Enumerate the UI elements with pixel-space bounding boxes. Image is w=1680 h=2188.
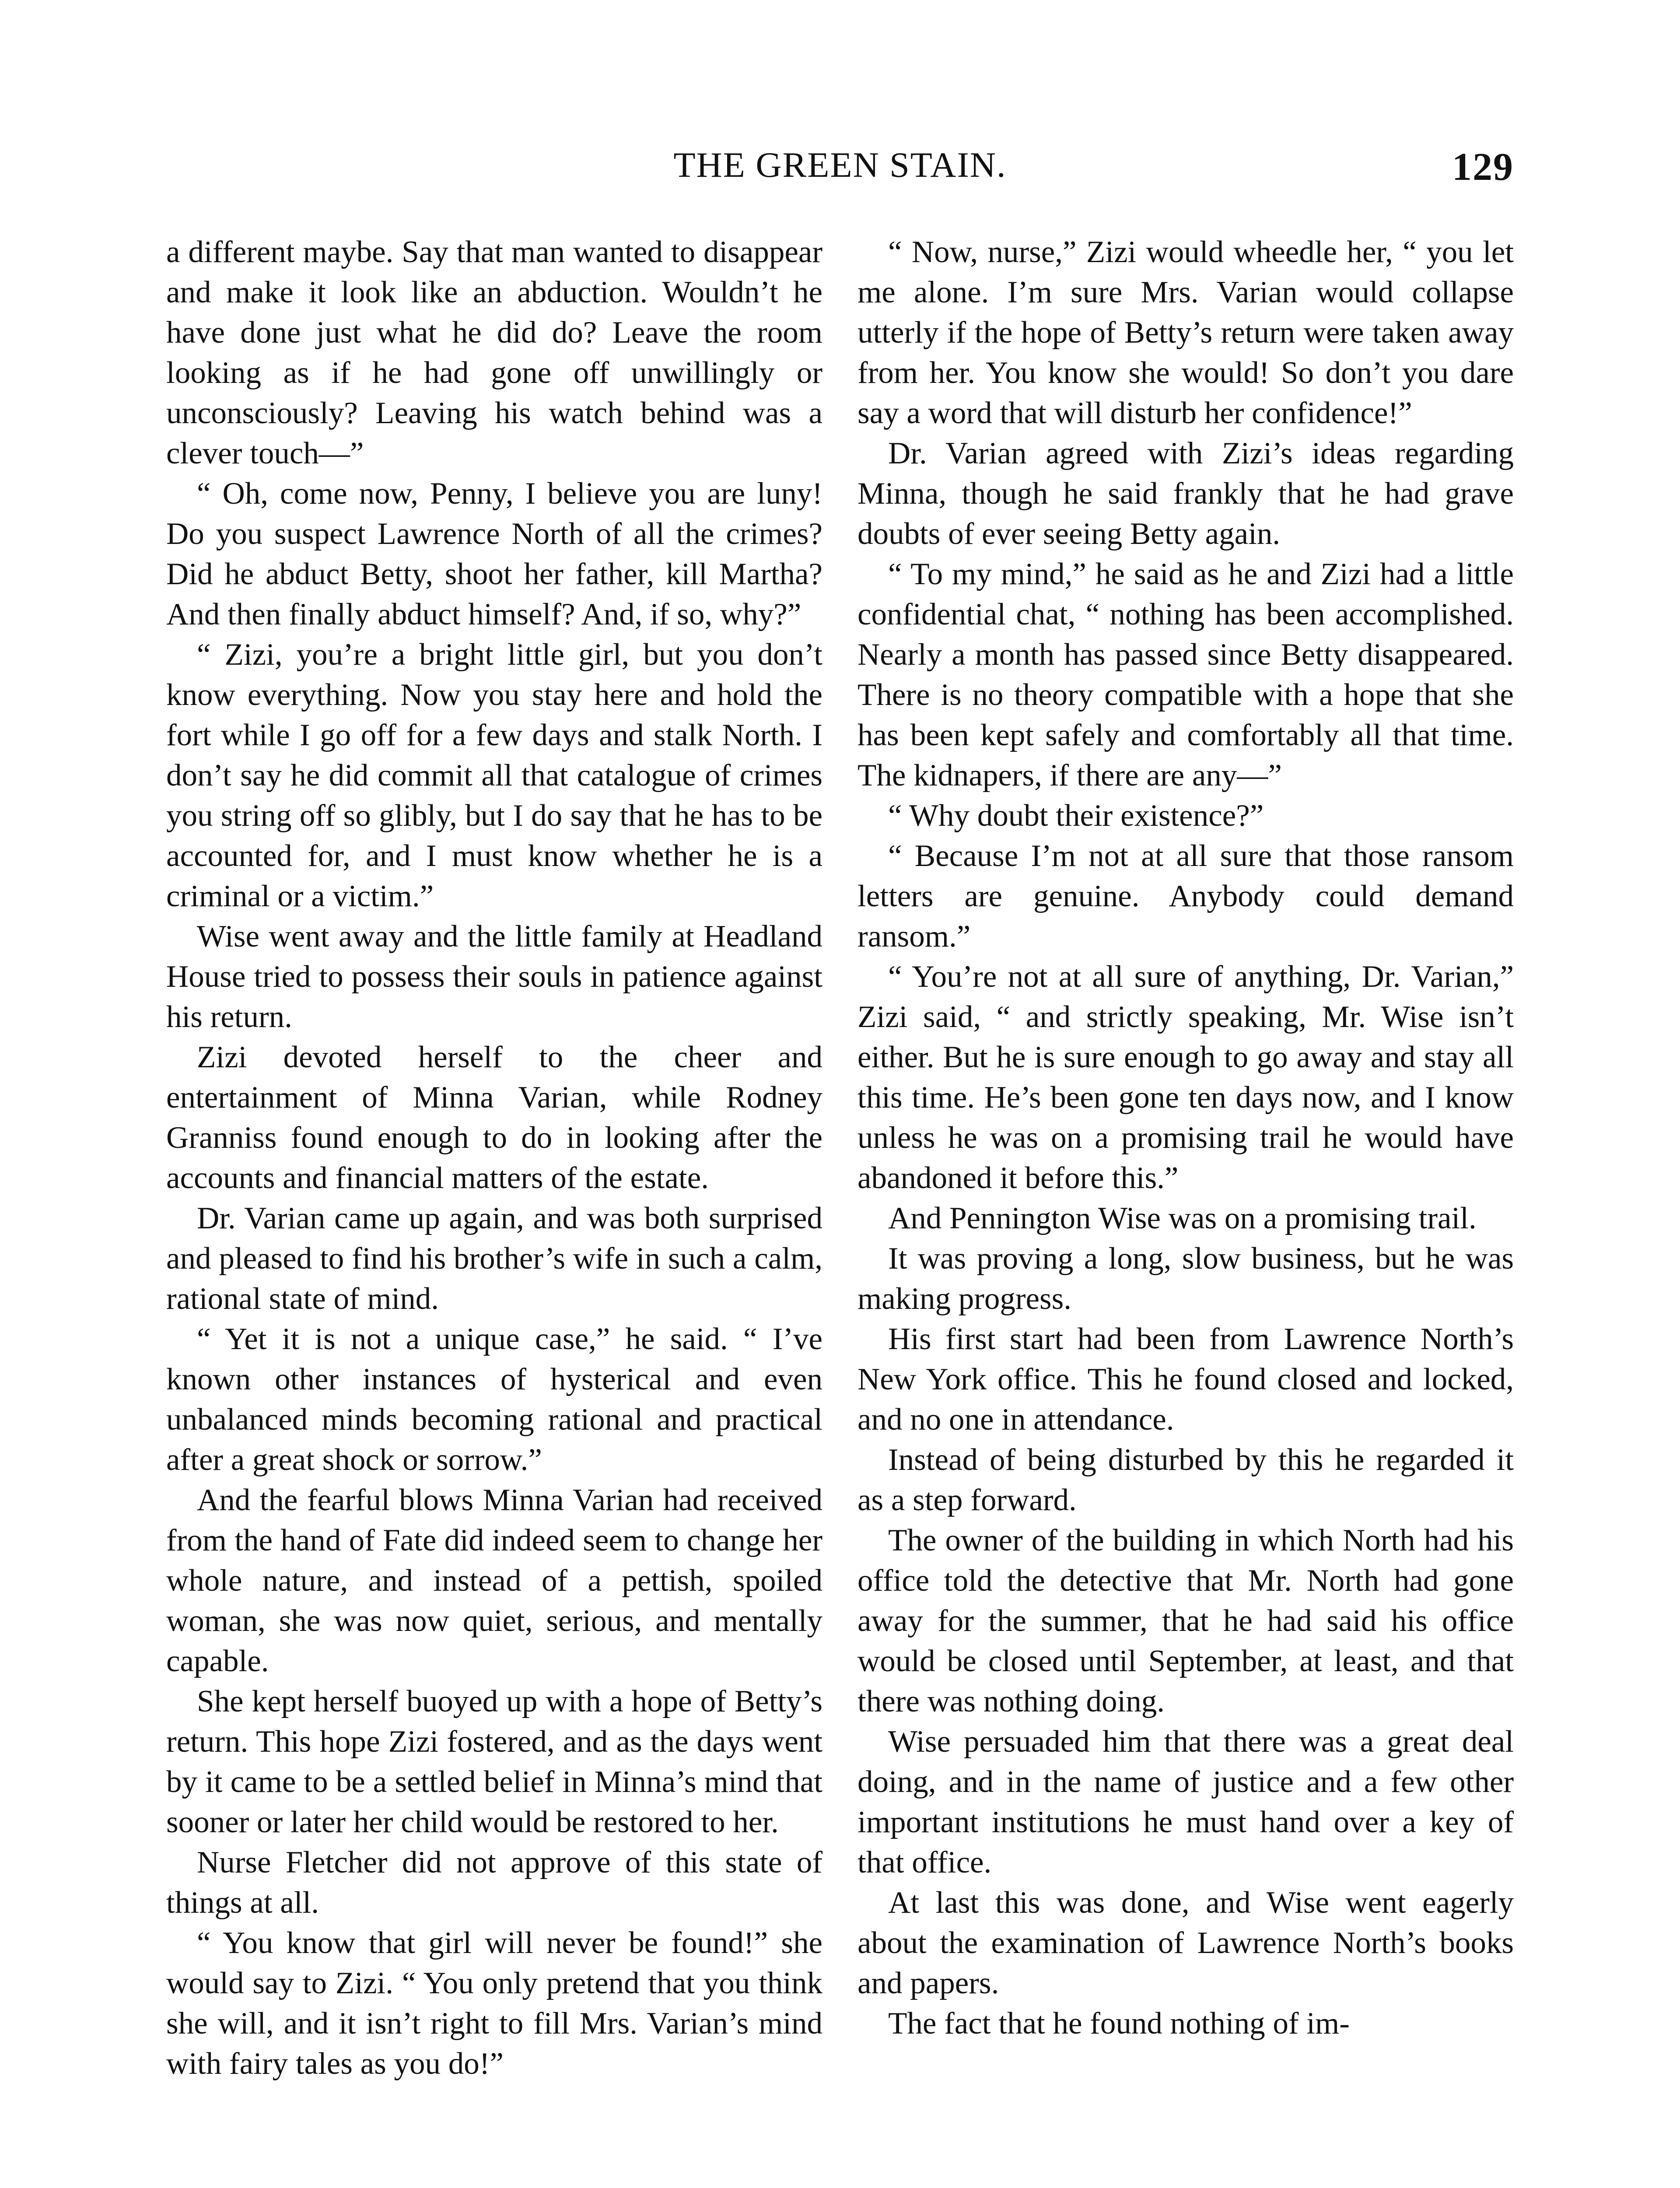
paragraph: It was proving a long, slow business, but he was making progress. [858,1241,1514,1316]
paragraph: And Pennington Wise was on a promising trail. [888,1201,1477,1235]
page-number: 129 [1452,145,1514,189]
paragraph: His first start had been from Lawrence North’s New York office. This he found closed and locked, and no one in attendance. [858,1322,1514,1437]
paragraph: a different maybe. Say that man wanted to disappear and make it look like an abduction. Wouldn’t he have done just what he did do? Leave the room looking as if he had gone off unwillingly or unconsciously? Leaving his watch behind was a clever touch—” [166,235,822,470]
paragraph: “ Oh, come now, Penny, I believe you are luny! Do you suspect Lawrence North of all the crimes? Did he abduct Betty, shoot her father, kill Martha? And then finally abduct himself? And, if so, why?” [166,477,822,631]
left-column [166,232,822,2084]
paragraph: The fact that he found nothing of im- [888,2006,1350,2041]
paragraph: “ Zizi, you’re a bright little girl, but you don’t know everything. Now you stay here and hold the fort while I go off for a few days and stalk North. I don’t say he did commit all that catalogue of crimes you string off so glibly, but I do say that he has to be accounted for, and I must know whether he is a criminal or a victim.” [166,638,822,913]
paragraph: Instead of being disturbed by this he regarded it as a step forward. [858,1443,1514,1517]
paragraph: Dr. Varian agreed with Zizi’s ideas regarding Minna, though he said frankly that he had grave doubts of ever seeing Betty again. [858,436,1514,551]
right-column [858,232,1514,2044]
paragraph: And the fearful blows Minna Varian had received from the hand of Fate did indeed seem to change her whole nature, and instead of a pettish, spoiled woman, she was now quiet, serious, and mentally capable. [166,1483,822,1678]
paragraph: “ Because I’m not at all sure that those ransom letters are genuine. Anybody could demand ransom.” [858,839,1514,954]
paragraph: “ You’re not at all sure of anything, Dr. Varian,” Zizi said, “ and strictly speaking, Mr. Wise isn’t either. But he is sure enough to go away and stay all this time. He’s been gone ten days now, and I know unless he was on a promising trail he would have abandoned it before this.” [858,960,1514,1195]
paragraph: At last this was done, and Wise went eagerly about the examination of Lawrence North’s books and papers. [858,1886,1514,2000]
paragraph: “ You know that girl will never be found!” she would say to Zizi. “ You only pretend that you think she will, and it isn’t right to fill Mrs. Varian’s mind with fairy tales as you do!” [166,1926,822,2081]
paragraph: “ Yet it is not a unique case,” he said. “ I’ve known other instances of hysterical and even unbalanced minds becoming rational and practical after a great shock or sorrow.” [166,1322,822,1477]
paragraph: Nurse Fletcher did not approve of this state of things at all. [166,1845,822,1920]
paragraph: “ Why doubt their existence?” [888,799,1264,833]
paragraph: Zizi devoted herself to the cheer and entertainment of Minna Varian, while Rodney Granniss found enough to do in looking after the accounts and financial matters of the estate. [166,1040,822,1195]
paragraph: Wise persuaded him that there was a great deal doing, and in the name of justice and a few other important institutions he must hand over a key of that office. [858,1725,1514,1879]
paragraph: Wise went away and the little family at Headland House tried to possess their souls in patience against his return. [166,919,822,1034]
paragraph: She kept herself buoyed up with a hope of Betty’s return. This hope Zizi fostered, and as the days went by it came to be a settled belief in Minna’s mind that sooner or later her child would be restored to her. [166,1684,822,1839]
paragraph: “ Now, nurse,” Zizi would wheedle her, “ you let me alone. I’m sure Mrs. Varian would collapse utterly if the hope of Betty’s return were taken away from her. You know she would! So don’t you dare say a word that will disturb her confidence!” [858,235,1514,430]
paragraph: “ To my mind,” he said as he and Zizi had a little confidential chat, “ nothing has been accomplished. Nearly a month has passed since Betty disappeared. There is no theory compatible with a hope that she has been kept safely and comfortably all that time. The kidnapers, if there are any—” [858,557,1514,792]
paragraph: The owner of the building in which North had his office told the detective that Mr. North had gone away for the summer, that he had said his office would be closed until September, at least, and that there was nothing doing. [858,1523,1514,1718]
page-header [166,144,1514,193]
running-title: THE GREEN STAIN. [673,145,1007,185]
paragraph: Dr. Varian came up again, and was both surprised and pleased to find his brother’s wife in such a calm, rational state of mind. [166,1201,822,1316]
